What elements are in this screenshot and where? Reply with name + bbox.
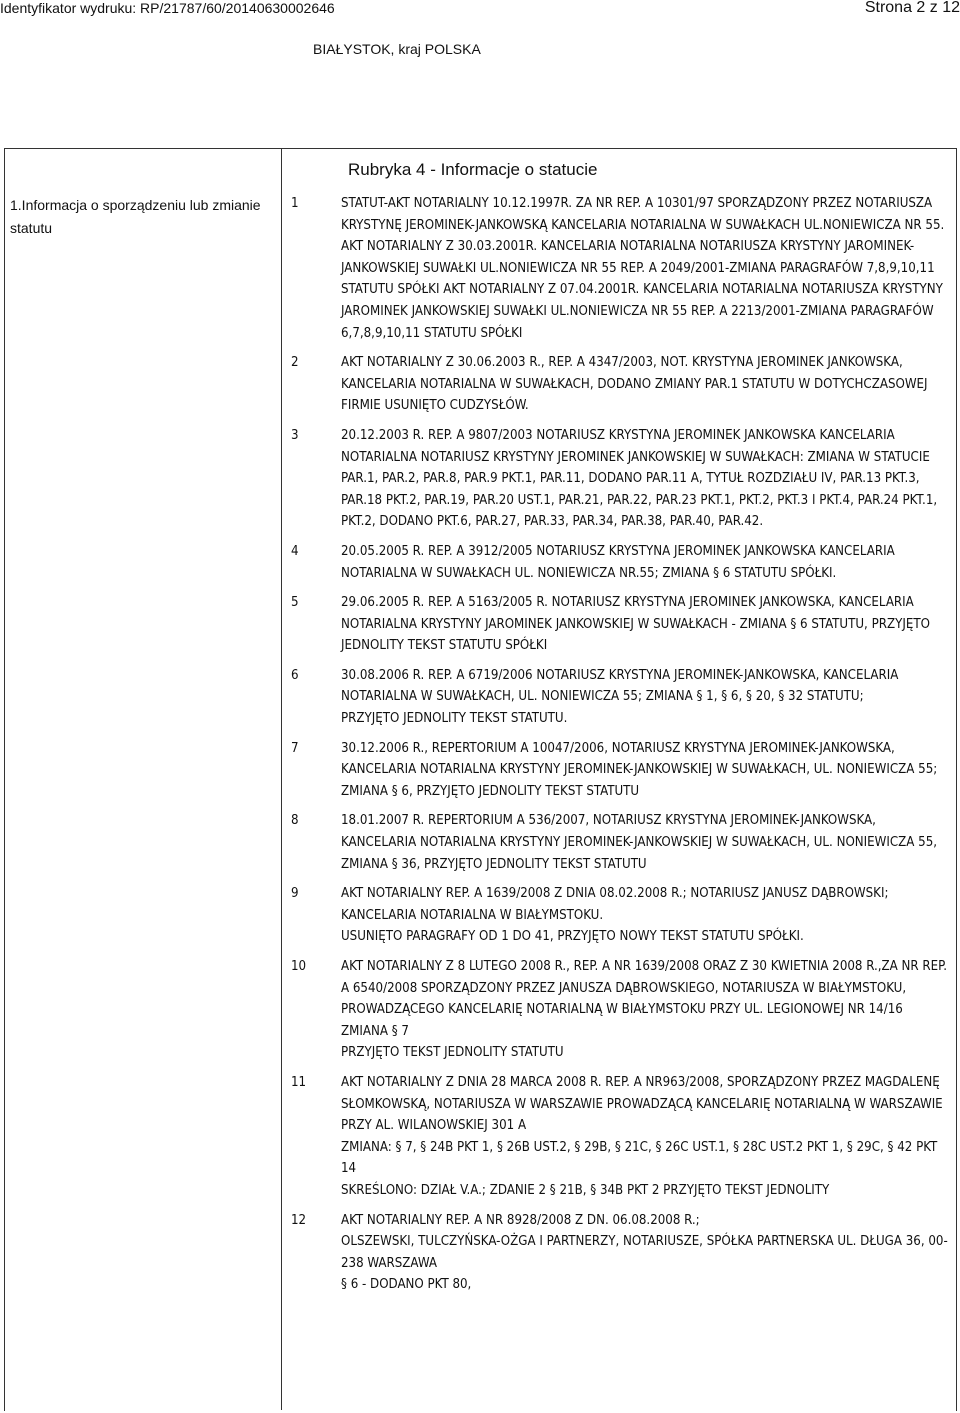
entry-number: 6 [291,667,299,683]
entry-line: 30.08.2006 R. REP. A 6719/2006 NOTARIUSZ KRYSTYNA JEROMINEK-JANKOWSKA, KANCELARIA NOTARIALNA W SUWAŁKACH, UL. NONIEWICZA 55; ZMIANA § 1, § 6, § 20, § 32 STATUTU; [341,667,899,705]
entry-number: 8 [291,813,299,829]
city-country: BIAŁYSTOK, kraj POLSKA [313,41,481,57]
statute-entry [291,592,951,657]
entry-number: 2 [291,355,299,371]
entry-line: § 6 - DODANO PKT 80, [341,1277,472,1293]
statute-entry [291,810,951,875]
entry-line: AKT NOTARIALNY REP. A NR 8928/2008 Z DN. 06.08.2008 R.; [341,1212,700,1228]
entry-line: 20.12.2003 R. REP. A 9807/2003 NOTARIUSZ KRYSTYNA JEROMINEK JANKOWSKA KANCELARIA NOTARIALNA NOTARIUSZ KRYSTYNY JEROMINEK JANKOWSKIEJ W SUWAŁKACH: ZMIANA W STATUCIE PAR.1, PAR.2, PAR.8, PAR.9 PKT.1, PAR.11, DODANO PAR.11 A, TYTUŁ ROZDZIAŁU IV, PAR.13 PKT.3, PAR.18 PKT.2, PAR.19, PAR.20 UST.1, PAR.21, PAR.22, PAR.23 PKT.1, PKT.2, PKT.3 I PKT.4, PAR.24 PKT.1, PKT.2, DODANO PKT.6, PAR.27, PAR.33, PAR.34, PAR.38, PAR.40, PAR.42. [341,427,938,530]
entry-line: AKT NOTARIALNY Z 30.06.2003 R., REP. A 4347/2003, NOT. KRYSTYNA JEROMINEK JANKOWSKA, KANCELARIA NOTARIALNA W SUWAŁKACH, DODANO ZMIANY PAR.1 STATUTU W DOTYCHCZASOWEJ FIRMIE USUNIĘTO CUDZYSŁÓW. [341,355,928,414]
entry-line: AKT NOTARIALNY Z DNIA 28 MARCA 2008 R. REP. A NR963/2008, SPORZĄDZONY PRZEZ MAGDALENĘ SŁOMKOWSKĄ, NOTARIUSZA W WARSZAWIE PROWADZĄCĄ KANCELARIĘ NOTARIALNĄ W WARSZAWIE PRZY AL. WILANOWSKIEJ 301 A [341,1074,943,1134]
entry-number: 3 [291,427,299,443]
entry-text [341,883,951,948]
statute-entry [291,193,951,344]
statute-entry [291,738,951,803]
entry-text [341,665,951,730]
entry-text [341,352,951,417]
entry-number: 11 [291,1074,307,1090]
entry-line: 29.06.2005 R. REP. A 5163/2005 R. NOTARIUSZ KRYSTYNA JEROMINEK JANKOWSKA, KANCELARIA NOTARIALNA KRYSTYNY JAROMINEK JANKOWSKIEJ W SUWAŁKACH - ZMIANA § 6 STATUTU, PRZYJĘTO JEDNOLITY TEKST STATUTU SPÓŁKI [341,595,930,654]
print-identifier: Identyfikator wydruku: RP/21787/60/20140630002646 [0,0,335,16]
statute-entry [291,883,951,948]
entry-text [341,193,951,344]
field-label: 1.Informacja o sporządzeniu lub zmianie statutu [10,197,261,236]
entries-list [291,193,951,1296]
statute-entry [291,352,951,417]
entry-line: PRZYJĘTO TEKST JEDNOLITY STATUTU [341,1045,564,1061]
entry-text [341,956,951,1064]
entry-number: 1 [291,196,299,211]
entry-line: PRZYJĘTO JEDNOLITY TEKST STATUTU. [341,711,568,727]
statute-entry [291,1072,951,1202]
entry-number: 5 [291,595,299,611]
entry-line: 30.12.2006 R., REPERTORIUM A 10047/2006, NOTARIUSZ KRYSTYNA JEROMINEK-JANKOWSKA, KANCELARIA NOTARIALNA KRYSTYNY JEROMINEK-JANKOWSKIEJ W SUWAŁKACH, UL. NONIEWICZA 55; ZMIANA § 6, PRZYJĘTO JEDNOLITY TEKST STATUTU [341,740,938,799]
statute-entry [291,541,951,584]
entry-text [341,810,951,875]
statute-entry [291,665,951,730]
statute-entry [291,1210,951,1296]
entry-text [341,541,951,584]
entry-line: 20.05.2005 R. REP. A 3912/2005 NOTARIUSZ KRYSTYNA JEROMINEK JANKOWSKA KANCELARIA NOTARIALNA W SUWAŁKACH UL. NONIEWICZA NR.55; ZMIANA § 6 STATUTU SPÓŁKI. [341,543,895,581]
entry-line: ZMIANA: § 7, § 24B PKT 1, § 26B UST.2, § 29B, § 21C, § 26C UST.1, § 28C UST.2 PKT 1, § 29C, § 42 PKT 14 [341,1139,938,1177]
column-divider [281,148,282,1410]
entry-text [341,592,951,657]
entry-line: ZMIANA § 7 [341,1023,409,1039]
statute-entry [291,956,951,1064]
rubric-title: Rubryka 4 - Informacje o statucie [348,160,598,179]
entry-line: AKT NOTARIALNY REP. A 1639/2008 Z DNIA 08.02.2008 R.; NOTARIUSZ JANUSZ DĄBROWSKI; KANCELARIA NOTARIALNA W BIAŁYMSTOKU. [341,886,889,923]
entry-number: 9 [291,886,299,902]
page-number: Strona 2 z 12 [864,0,960,16]
entry-line: STATUT-AKT NOTARIALNY 10.12.1997R. ZA NR REP. A 10301/97 SPORZĄDZONY PRZEZ NOTARIUSZA KRYSTYNĘ JEROMINEK-JANKOWSKĄ KANCELARIA NOTARIALNA W SUWAŁKACH UL.NONIEWICZA NR 55. AKT NOTARIALNY Z 30.03.2001R. KANCELARIA NOTARIALNA NOTARIUSZA KRYSTYNY JAROMINEK-JANKOWSKIEJ SUWAŁKI UL.NONIEWICZA NR 55 REP. A 2049/2001-ZMIANA PARAGRAFÓW 7,8,9,10,11 STATUTU SPÓŁKI AKT NOTARIALNY Z 07.04.2001R. KANCELARIA NOTARIALNA NOTARIUSZA KRYSTYNY JAROMINEK JANKOWSKIEJ SUWAŁKI UL.NONIEWICZA NR 55 REP. A 2213/2001-ZMIANA PARAGRAFÓW 6,7,8,9,10,11 STATUTU SPÓŁKI [341,196,945,341]
entry-text [341,1072,951,1202]
entry-line: AKT NOTARIALNY Z 8 LUTEGO 2008 R., REP. A NR 1639/2008 ORAZ Z 30 KWIETNIA 2008 R.,ZA NR REP. A 6540/2008 SPORZĄDZONY PRZEZ JANUSZA DĄBROWSKIEGO, NOTARIUSZA W BIAŁYMSTOKU, PROWADZĄCEGO KANCELARIĘ NOTARIALNĄ W BIAŁYMSTOKU PRZY UL. LEGIONOWEJ NR 14/16 [341,959,948,1018]
statute-entry [291,425,951,533]
entry-line: SKREŚLONO: DZIAŁ V.A.; ZDANIE 2 § 21B, § 34B PKT 2 PRZYJĘTO TEKST JEDNOLITY [341,1182,830,1198]
entry-text [341,425,951,533]
entry-number: 7 [291,740,299,756]
entry-line: USUNIĘTO PARAGRAFY OD 1 DO 41, PRZYJĘTO NOWY TEKST STATUTU SPÓŁKI. [341,929,804,945]
entry-text [341,1210,951,1296]
entry-line: 18.01.2007 R. REPERTORIUM A 536/2007, NOTARIUSZ KRYSTYNA JEROMINEK-JANKOWSKA, KANCELARIA NOTARIALNA KRYSTYNY JEROMINEK-JANKOWSKIEJ W SUWAŁKACH, UL. NONIEWICZA 55, ZMIANA § 36, PRZYJĘTO JEDNOLITY TEKST STATUTU [341,813,938,872]
entry-number: 10 [291,959,307,974]
entry-number: 4 [291,543,299,559]
entry-number: 12 [291,1212,307,1228]
entry-text [341,738,951,803]
entry-line: OLSZEWSKI, TULCZYŃSKA-OŻGA I PARTNERZY, NOTARIUSZE, SPÓŁKA PARTNERSKA UL. DŁUGA 36, 00-238 WARSZAWA [341,1234,948,1271]
